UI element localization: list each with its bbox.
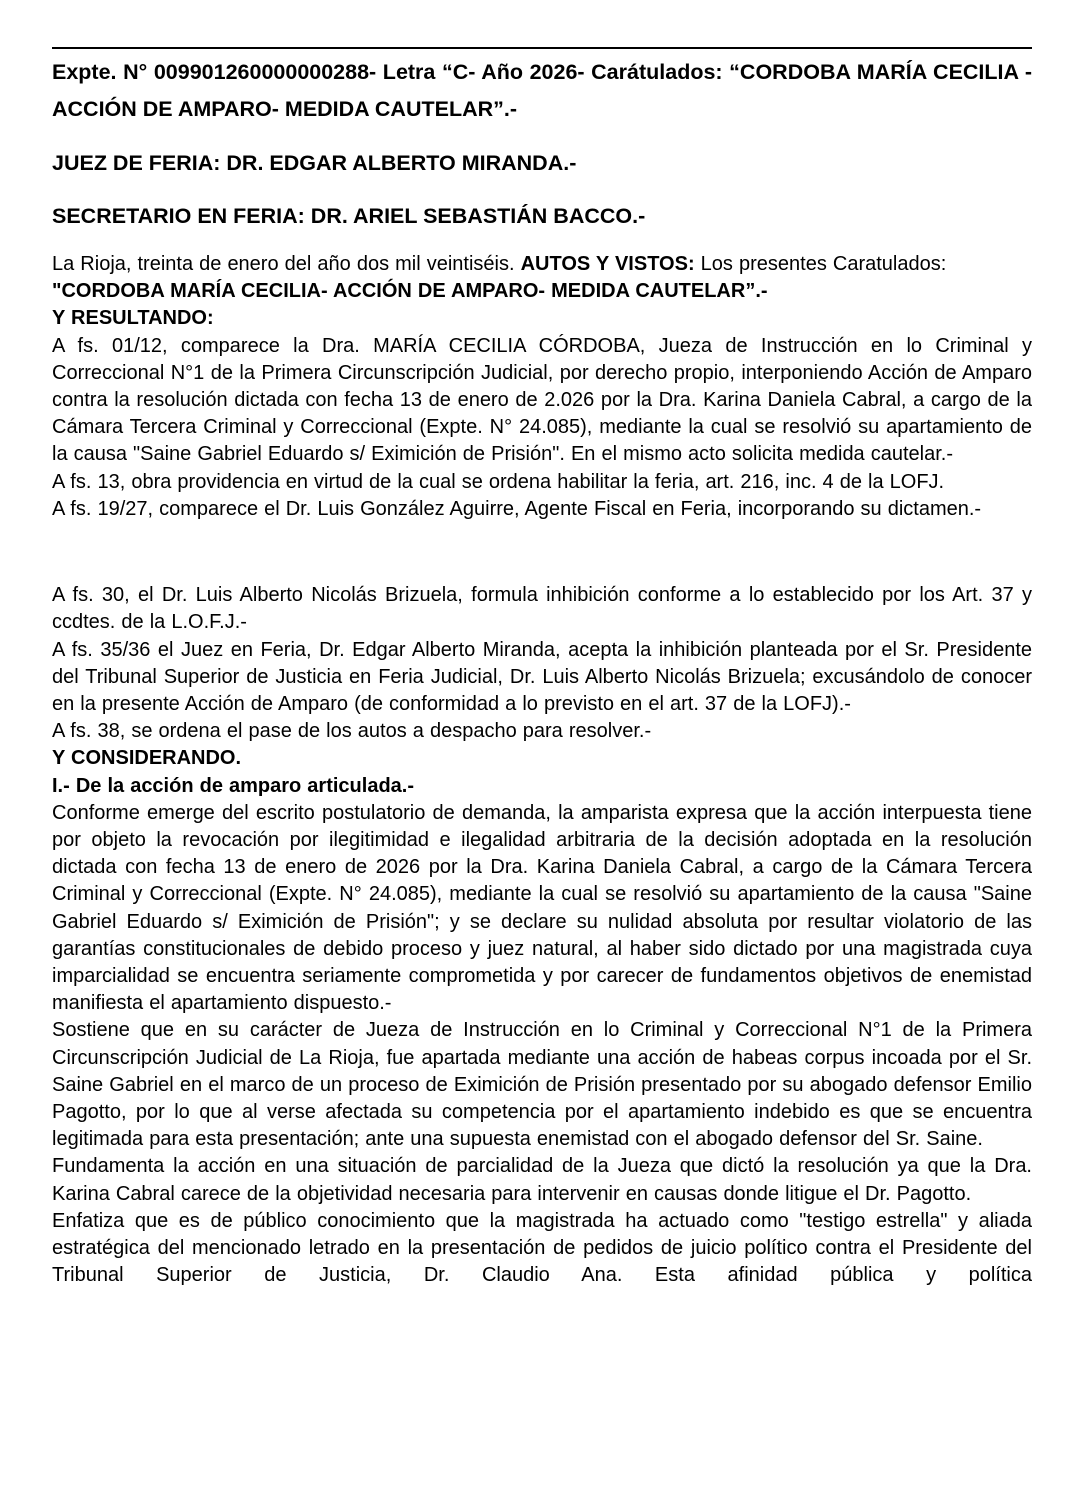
text-run: Enfatiza que es de público conocimiento que la magistrada ha actuado como "testigo estrella" y aliada estratégica del mencionado letrado en la presentación de pedidos de juicio político contra el Presidente del Tribunal Superior de Justicia, Dr. Claudio Ana. Esta afinidad pública y política [52,1209,1032,1287]
paragraph [52,800,1032,1018]
paragraph [52,637,1032,719]
bold-text-run: "CORDOBA MARÍA CECILIA- ACCIÓN DE AMPARO- MEDIDA CAUTELAR”.- [52,280,768,303]
bold-text-run: I.- De la acción de amparo articulada.- [52,774,415,797]
text-run: A fs. 01/12, comparece la Dra. MARÍA CECILIA CÓRDOBA, Jueza de Instrucción en lo Criminal y Correccional N°1 de la Primera Circunscripción Judicial, por derecho propio, interponiendo Acción de Amparo contra la resolución dictada con fecha 13 de enero de 2.026 por la Dra. Karina Daniela Cabral, a cargo de la Cámara Tercera Criminal y Correccional (Expte. N° 24.085), mediante la cual se resolvió su apartamiento de la causa "Saine Gabriel Eduardo s/ Eximición de Prisión". En el mismo acto solicita medida cautelar.- [52,334,1032,466]
paragraph [52,305,1032,332]
document-body [52,251,1032,1290]
text-run: Conforme emerge del escrito postulatorio de demanda, la amparista expresa que la acción interpuesta tiene por objeto la revocación por ilegitimidad e ilegalidad arbitraria de la decisión adoptada en la resolución dictada con fecha 13 de enero de 2026 por la Dra. Karina Daniela Cabral, a cargo de la Cámara Tercera Criminal y Correccional (Expte. N° 24.085), mediante la cual se resolvió su apartamiento de la causa "Saine Gabriel Eduardo s/ Eximición de Prisión"; y se declare su nulidad absoluta por resultar violatorio de las garantías constitucionales de debido proceso y juez natural, al haber sido dictado por una magistrada cuya imparcialidad se encuentra seriamente comprometida y por carecer de fundamentos objetivos de enemistad manifiesta el apartamiento dispuesto.- [52,801,1032,1015]
text-run: La Rioja, treinta de enero del año dos mil veintiséis. [52,253,521,275]
text-run: A fs. 13, obra providencia en virtud de la cual se ordena habilitar la feria, art. 216, inc. 4 de la LOFJ. [52,470,945,493]
paragraph [52,718,1032,745]
paragraph [52,1208,1032,1290]
paragraph [52,1153,1032,1207]
bold-text-run: AUTOS Y VISTOS: [520,253,695,275]
paragraph [52,745,1032,772]
text-run: A fs. 35/36 el Juez en Feria, Dr. Edgar Alberto Miranda, acepta la inhibición planteada por el Sr. Presidente del Tribunal Superior de Justicia en Feria Judicial, Dr. Luis Alberto Nicolás Brizuela; excusándolo de conocer en la presente Acción de Amparo (de conformidad a lo previsto en el art. 37 de la LOFJ).- [52,638,1032,716]
paragraph [52,773,1032,800]
secretary-line: SECRETARIO EN FERIA: DR. ARIEL SEBASTIÁN BACCO.- [52,204,646,228]
paragraph [52,496,1032,523]
paragraph [52,251,1032,278]
paragraph [52,582,1032,636]
text-run: A fs. 19/27, comparece el Dr. Luis González Aguirre, Agente Fiscal en Feria, incorporando su dictamen.- [52,497,982,520]
text-run: Sostiene que en su carácter de Jueza de Instrucción en lo Criminal y Correccional N°1 de la Primera Circunscripción Judicial de La Rioja, fue apartada mediante una acción de habeas corpus incoada por el Sr. Saine Gabriel en el marco de un proceso de Eximición de Prisión presentado por su abogado defensor Emilio Pagotto, por lo que al verse afectada su competencia por el apartamiento indebido es que se encuentra legitimada para esta presentación; ante una supuesta enemistad con el abogado defensor del Sr. Saine. [52,1019,1032,1151]
paragraph [52,333,1032,469]
text-run: A fs. 30, el Dr. Luis Alberto Nicolás Brizuela, formula inhibición conforme a lo establecido por los Art. 37 y ccdtes. de la L.O.F.J.- [52,584,1032,634]
text-run: Fundamenta la acción en una situación de parcialidad de la Jueza que dictó la resolución ya que la Dra. Karina Cabral carece de la objetividad necesaria para intervenir en causas donde litigue el Dr. Pagotto. [52,1155,1032,1205]
text-run: Los presentes Caratulados: [694,253,947,275]
expediente-caption: Expte. N° 009901260000000288- Letra “C- Año 2026- Carátulados: “CORDOBA MARÍA CECILIA - ACCIÓN DE AMPARO- MEDIDA CAUTELAR”.- [52,60,1032,121]
blank-line [52,539,1032,566]
bold-text-run: Y CONSIDERANDO. [52,747,242,770]
bold-text-run: Y RESULTANDO: [52,307,214,330]
paragraph [52,469,1032,496]
text-run: A fs. 38, se ordena el pase de los autos a despacho para resolver.- [52,720,652,743]
judge-line: JUEZ DE FERIA: DR. EDGAR ALBERTO MIRANDA.- [52,151,577,175]
paragraph [52,1017,1032,1153]
paragraph [52,278,1032,305]
